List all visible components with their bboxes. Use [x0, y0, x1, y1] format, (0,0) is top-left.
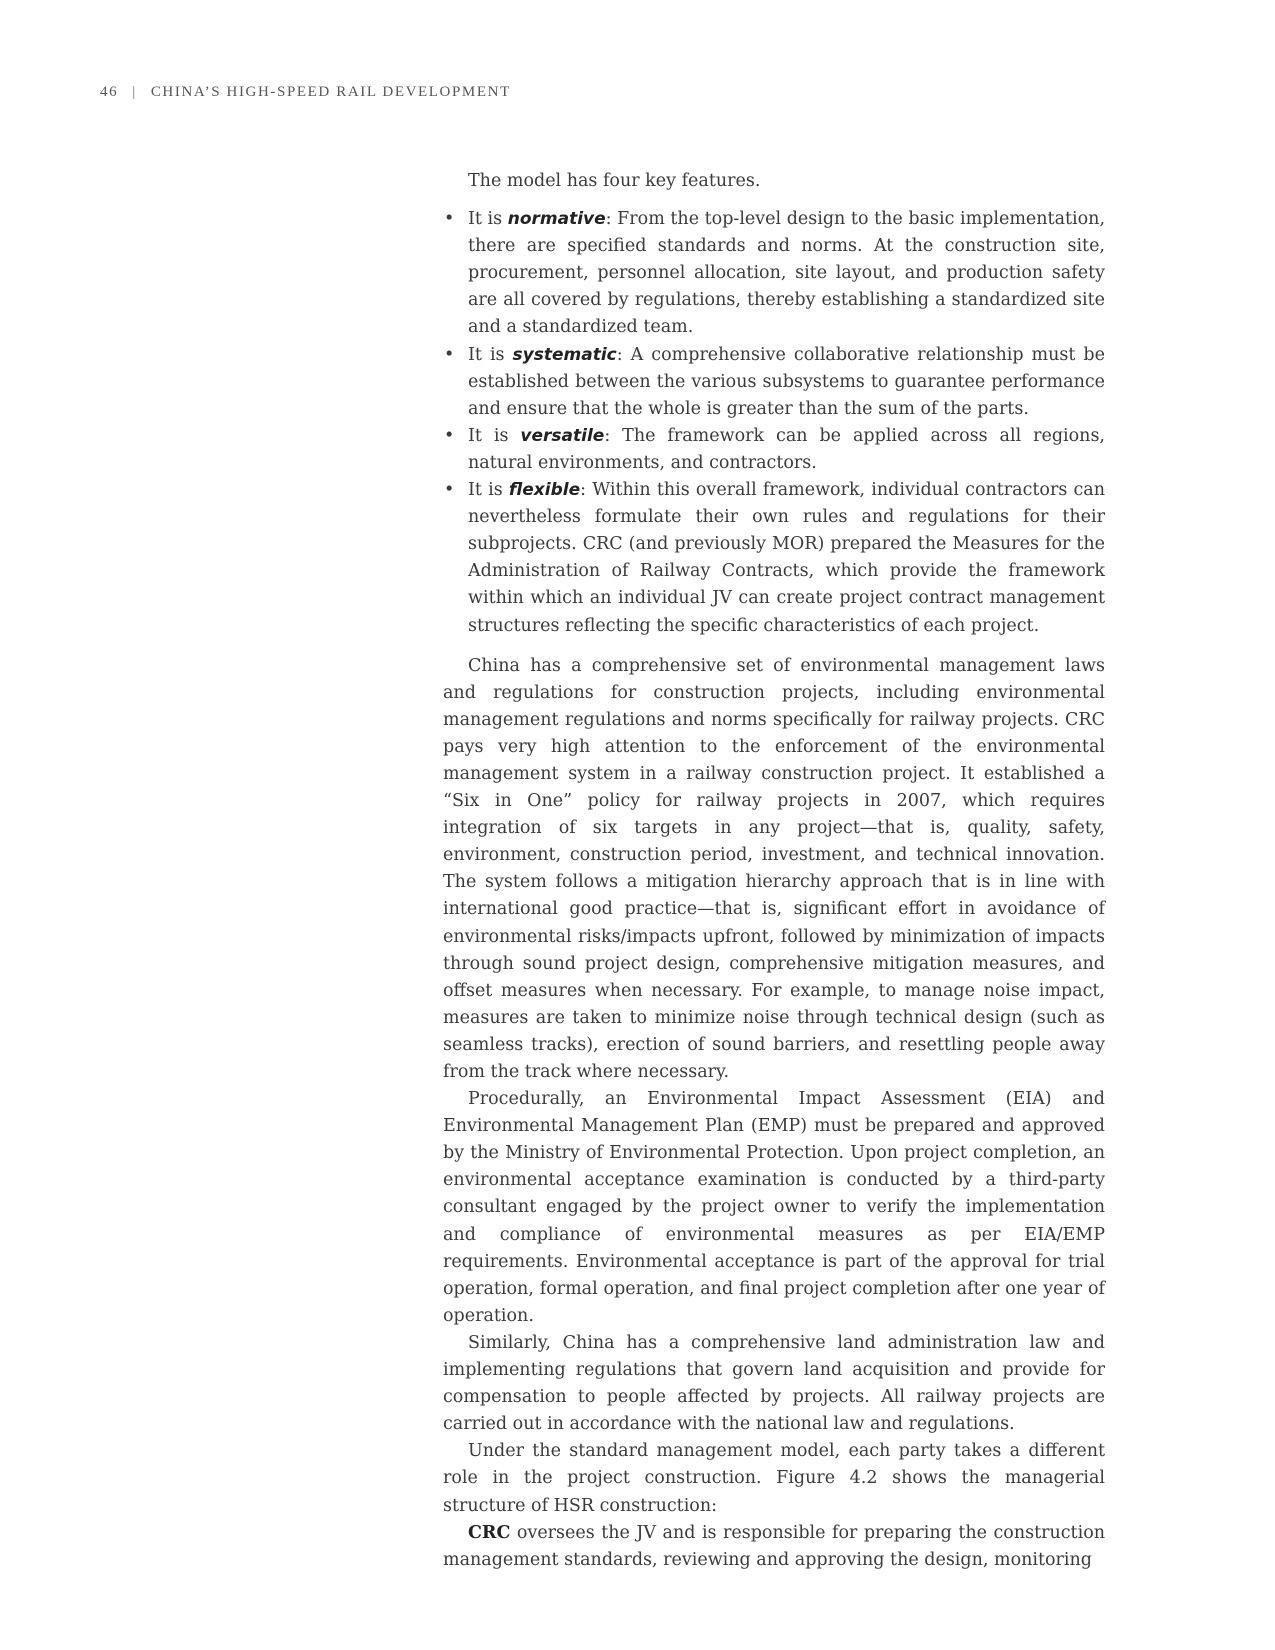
feature-item-systematic [444, 342, 1105, 423]
header-separator: | [132, 84, 137, 100]
feature-prefix: It is [468, 344, 513, 365]
page-number: 46 [100, 84, 119, 100]
feature-text: : A comprehensive collaborative relationship must be established between the various subsystems to guarantee performance and ensure that the whole is greater than the sum of the parts. [468, 344, 1105, 419]
body-text [443, 168, 1105, 1574]
feature-term: flexible [508, 480, 581, 501]
feature-item-normative [444, 206, 1106, 341]
feature-text: : From the top-level design to the basic implementation, there are specified standards and norms. At the construction site, procurement, personnel allocation, site layout, and production safety are all covered by regulations, thereby establishing a standardized site and a standardized team. [468, 209, 1106, 338]
bullet-icon: • [444, 209, 455, 230]
crc-text: oversees the JV and is responsible for preparing the construction management standards, reviewing and approving the design, monitoring [443, 1522, 1105, 1570]
feature-prefix: It is [468, 425, 521, 446]
feature-prefix: It is [468, 209, 508, 230]
feature-term: systematic [512, 344, 617, 365]
feature-text: : The framework can be applied across all regions, natural environments, and contractors. [468, 425, 1105, 473]
crc-lead: CRC [468, 1522, 511, 1543]
running-header [100, 84, 511, 101]
feature-text: : Within this overall framework, individual contractors can nevertheless formulate their own rules and regulations for their subprojects. CRC (and previously MOR) prepared the Measures for the Administration of Railway Contracts, which provide the framework within which an individual JV can create project contract management structures reflecting the specific characteristics of each project. [468, 480, 1105, 636]
features-intro: The model has four key features. [468, 171, 761, 191]
bullet-icon: • [444, 480, 455, 501]
feature-item-versatile [444, 423, 1105, 477]
feature-prefix: It is [468, 480, 509, 501]
features-list [443, 206, 1105, 640]
paragraph-land: Similarly, China has a comprehensive land administration law and implementing regulations that govern land acquisition and provide for compensation to people affected by projects. All railway projects are carried out in accordance with the national law and regulations. [443, 1332, 1105, 1435]
feature-term: versatile [520, 425, 605, 446]
feature-item-flexible [444, 477, 1105, 640]
bullet-icon: • [444, 425, 455, 446]
paragraph-environment: China has a comprehensive set of environmental management laws and regulations for construction projects, including environmental management regulations and norms specifically for railway projects. CRC pays very high attention to the enforcement of the environmental management system in a railway construction project. It established a “Six in One” policy for railway projects in 2007, which requires integration of six targets in any project—that is, quality, safety, environment, construction period, investment, and technical innovation. The system follows a mitigation hierarchy approach that is in line with international good practice—that is, significant effort in avoidance of environmental risks/impacts upfront, followed by minimization of impacts through sound project design, comprehensive mitigation measures, and offset measures when necessary. For example, to manage noise impact, measures are taken to minimize noise through technical design (such as seamless tracks), erection of sound barriers, and resettling people away from the track where necessary. [443, 655, 1105, 1082]
paragraph-crc [443, 1520, 1105, 1574]
paragraph-procedure: Procedurally, an Environmental Impact Assessment (EIA) and Environmental Management Plan (EMP) must be prepared and approved by the Ministry of Environmental Protection. Upon project completion, an environmental acceptance examination is conducted by a third-party consultant engaged by the project owner to verify the implementation and compliance of environmental measures as per EIA/EMP requirements. Environmental acceptance is part of the approval for trial operation, formal operation, and final project completion after one year of operation. [443, 1089, 1105, 1326]
paragraph-model: Under the standard management model, each party takes a different role in the project construction. Figure 4.2 shows the managerial structure of HSR construction: [443, 1441, 1105, 1516]
feature-term: normative [507, 209, 606, 230]
bullet-icon: • [444, 344, 455, 365]
book-title: CHINA’S HIGH-SPEED RAIL DEVELOPMENT [150, 84, 511, 100]
